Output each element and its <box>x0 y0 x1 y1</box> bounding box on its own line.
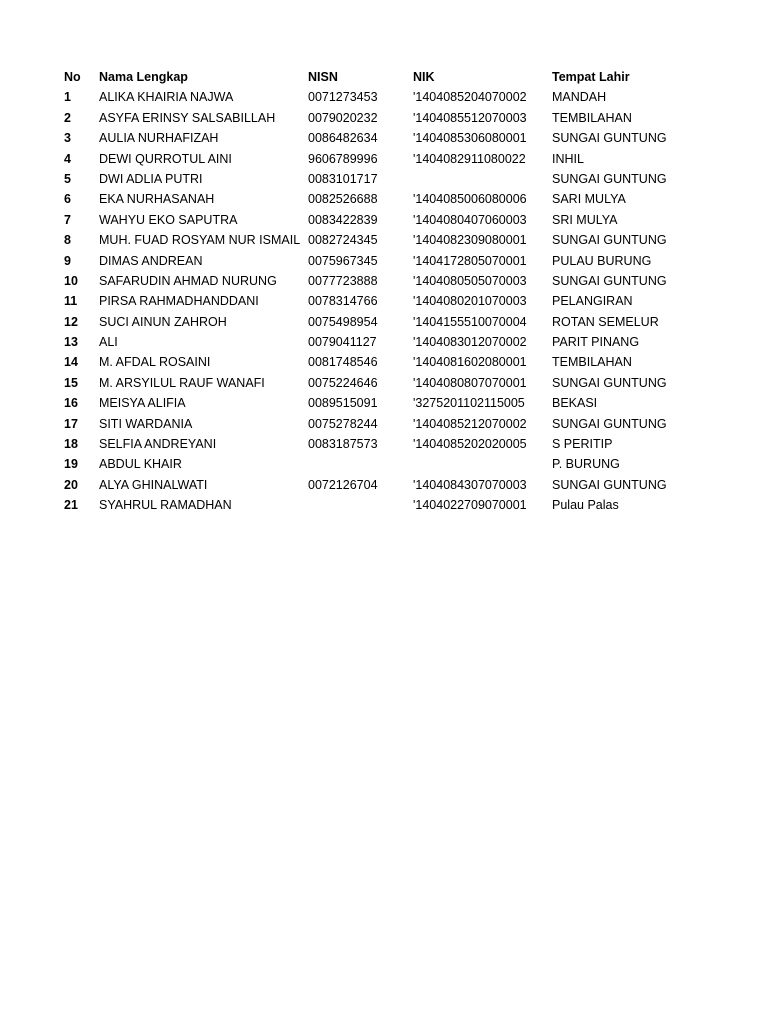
row-birthplace <box>552 190 662 210</box>
table-row <box>64 190 662 210</box>
row-birthplace <box>552 374 667 394</box>
row-name: ASYFA ERINSY SALSABILLAH <box>99 110 276 125</box>
row-nik <box>413 170 552 190</box>
row-nik: '1404084307070003 <box>413 477 527 492</box>
row-nik <box>413 455 552 475</box>
row-no: 17 <box>64 416 78 431</box>
birthplace-text: TEMBILAHAN <box>552 110 632 125</box>
row-nisn: 0079020232 <box>308 110 378 125</box>
birthplace-text: TEMBILAHAN <box>552 355 632 370</box>
table-row <box>64 455 662 475</box>
birthplace-text: PULAU BURUNG <box>552 253 652 268</box>
row-birthplace <box>552 109 662 129</box>
row-no: 3 <box>64 131 71 146</box>
row-nik: '1404080505070003 <box>413 273 527 288</box>
row-birthplace <box>552 211 662 231</box>
birthplace-text: SUNGAI GUNTUNG <box>552 171 667 186</box>
row-birthplace <box>552 394 662 414</box>
row-no: 20 <box>64 477 78 492</box>
table-row <box>64 272 662 292</box>
table-row <box>64 252 662 272</box>
row-nik: '1404080407060003 <box>413 212 527 227</box>
table-body <box>64 88 667 516</box>
row-name: ABDUL KHAIR <box>99 457 182 472</box>
row-nik: '1404080201070003 <box>413 294 527 309</box>
row-no: 21 <box>64 498 78 513</box>
row-no: 14 <box>64 355 78 370</box>
birthplace-text: SRI MULYA <box>552 212 618 227</box>
row-birthplace <box>552 170 667 190</box>
row-name: ALIKA KHAIRIA NAJWA <box>99 90 234 105</box>
row-nisn: 0082526688 <box>308 192 378 207</box>
row-name: SYAHRUL RAMADHAN <box>99 498 232 513</box>
row-name: EKA NURHASANAH <box>99 192 215 207</box>
row-name: WAHYU EKO SAPUTRA <box>99 212 238 227</box>
row-nisn: 0082724345 <box>308 233 378 248</box>
row-name: M. AFDAL ROSAINI <box>99 355 211 370</box>
row-birthplace <box>552 455 662 475</box>
row-birthplace <box>552 333 662 353</box>
row-no: 12 <box>64 314 78 329</box>
row-birthplace <box>552 252 662 272</box>
row-no: 5 <box>64 171 71 186</box>
row-birthplace <box>552 415 667 435</box>
row-nisn: 0078314766 <box>308 294 378 309</box>
header-name: Nama Lengkap <box>99 70 188 84</box>
row-birthplace <box>552 435 662 455</box>
row-nik: '1404022709070001 <box>413 498 527 513</box>
row-nisn: 0083101717 <box>308 171 378 186</box>
row-nik: '1404080807070001 <box>413 375 527 390</box>
row-name: DEWI QURROTUL AINI <box>99 151 232 166</box>
row-nisn: 0075967345 <box>308 253 378 268</box>
header-birthplace: Tempat Lahir <box>552 70 630 84</box>
row-birthplace <box>552 272 667 292</box>
row-no: 6 <box>64 192 71 207</box>
row-nisn: 0075498954 <box>308 314 378 329</box>
row-no: 15 <box>64 375 78 390</box>
row-nisn: 0075278244 <box>308 416 378 431</box>
birthplace-text: MANDAH <box>552 90 607 105</box>
row-birthplace <box>552 496 662 516</box>
row-no: 16 <box>64 396 78 411</box>
birthplace-text: INHIL <box>552 151 584 166</box>
row-nik: '1404155510070004 <box>413 314 527 329</box>
birthplace-text: SUNGAI GUNTUNG <box>552 477 667 492</box>
row-nik: '1404085006080006 <box>413 192 527 207</box>
table-row <box>64 170 662 190</box>
row-nisn: 0075224646 <box>308 375 378 390</box>
row-nik: '1404082309080001 <box>413 233 527 248</box>
row-nik: '1404083012070002 <box>413 335 527 350</box>
row-nik: '1404085512070003 <box>413 110 527 125</box>
row-name: SELFIA ANDREYANI <box>99 437 217 452</box>
row-name: DWI ADLIA PUTRI <box>99 171 203 186</box>
header-row <box>64 68 662 88</box>
row-no: 18 <box>64 437 78 452</box>
table-row <box>64 435 662 455</box>
row-no: 9 <box>64 253 71 268</box>
row-nisn: 0072126704 <box>308 477 378 492</box>
table-row <box>64 211 662 231</box>
row-no: 13 <box>64 335 78 350</box>
birthplace-text: BEKASI <box>552 396 598 411</box>
row-name: AULIA NURHAFIZAH <box>99 131 219 146</box>
row-name: SITI WARDANIA <box>99 416 193 431</box>
row-nisn <box>308 455 413 475</box>
birthplace-text: S PERITIP <box>552 437 613 452</box>
birthplace-text: PELANGIRAN <box>552 294 633 309</box>
birthplace-text: SUNGAI GUNTUNG <box>552 233 667 248</box>
table-row <box>64 415 662 435</box>
row-no: 7 <box>64 212 71 227</box>
table-row <box>64 129 662 149</box>
table-row <box>64 353 662 373</box>
table-row <box>64 313 662 333</box>
row-nik: '3275201102115005 <box>413 396 525 411</box>
row-birthplace <box>552 476 667 496</box>
table-row <box>64 333 662 353</box>
row-name: PIRSA RAHMADHANDDANI <box>99 294 259 309</box>
header-nisn: NISN <box>308 70 338 84</box>
row-nik: '1404085306080001 <box>413 131 527 146</box>
row-nisn: 0071273453 <box>308 90 378 105</box>
table-row <box>64 476 662 496</box>
row-nik: '1404085204070002 <box>413 90 527 105</box>
row-nik: '1404085212070002 <box>413 416 527 431</box>
row-nisn: 0083422839 <box>308 212 378 227</box>
row-nisn: 0079041127 <box>308 335 377 350</box>
row-birthplace <box>552 150 662 170</box>
row-name: DIMAS ANDREAN <box>99 253 203 268</box>
birthplace-text: Pulau Palas <box>552 498 619 513</box>
row-nik: '1404082911080022 <box>413 151 526 166</box>
row-no: 8 <box>64 233 71 248</box>
table-row <box>64 496 662 516</box>
table-row <box>64 374 662 394</box>
row-nisn: 9606789996 <box>308 151 378 166</box>
row-no: 11 <box>64 294 78 309</box>
row-nisn: 0077723888 <box>308 273 378 288</box>
row-no: 2 <box>64 110 71 125</box>
table-row <box>64 88 662 108</box>
row-birthplace <box>552 88 662 108</box>
header-nik: NIK <box>413 70 435 84</box>
table-row <box>64 394 662 414</box>
row-no: 19 <box>64 457 78 472</box>
row-name: MUH. FUAD ROSYAM NUR ISMAIL <box>99 233 301 248</box>
table-row <box>64 150 662 170</box>
row-name: MEISYA ALIFIA <box>99 396 186 411</box>
row-name: M. ARSYILUL RAUF WANAFI <box>99 375 265 390</box>
birthplace-text: SUNGAI GUNTUNG <box>552 416 667 431</box>
birthplace-text: SUNGAI GUNTUNG <box>552 375 667 390</box>
row-nik: '1404081602080001 <box>413 355 527 370</box>
row-birthplace <box>552 353 662 373</box>
student-table <box>64 68 667 517</box>
header-no: No <box>64 70 81 84</box>
row-no: 10 <box>64 273 78 288</box>
birthplace-text: SUNGAI GUNTUNG <box>552 273 667 288</box>
table-row <box>64 109 662 129</box>
row-no: 4 <box>64 151 71 166</box>
row-birthplace <box>552 231 667 251</box>
table-row <box>64 231 662 251</box>
row-name: SAFARUDIN AHMAD NURUNG <box>99 273 277 288</box>
row-birthplace <box>552 129 667 149</box>
row-nik: '1404172805070001 <box>413 253 527 268</box>
row-name: ALI <box>99 335 118 350</box>
birthplace-text: P. BURUNG <box>552 457 620 472</box>
birthplace-text: ROTAN SEMELUR <box>552 314 659 329</box>
row-birthplace <box>552 292 662 312</box>
birthplace-text: SARI MULYA <box>552 192 626 207</box>
row-nisn: 0083187573 <box>308 437 378 452</box>
row-no: 1 <box>64 90 71 105</box>
row-nik: '1404085202020005 <box>413 437 527 452</box>
row-nisn: 0081748546 <box>308 355 378 370</box>
table-row <box>64 292 662 312</box>
row-name: SUCI AINUN ZAHROH <box>99 314 227 329</box>
row-nisn: 0086482634 <box>308 131 378 146</box>
row-name: ALYA GHINALWATI <box>99 477 208 492</box>
row-nisn <box>308 496 413 516</box>
row-birthplace <box>552 313 662 333</box>
birthplace-text: SUNGAI GUNTUNG <box>552 131 667 146</box>
birthplace-text: PARIT PINANG <box>552 335 640 350</box>
row-nisn: 0089515091 <box>308 396 378 411</box>
